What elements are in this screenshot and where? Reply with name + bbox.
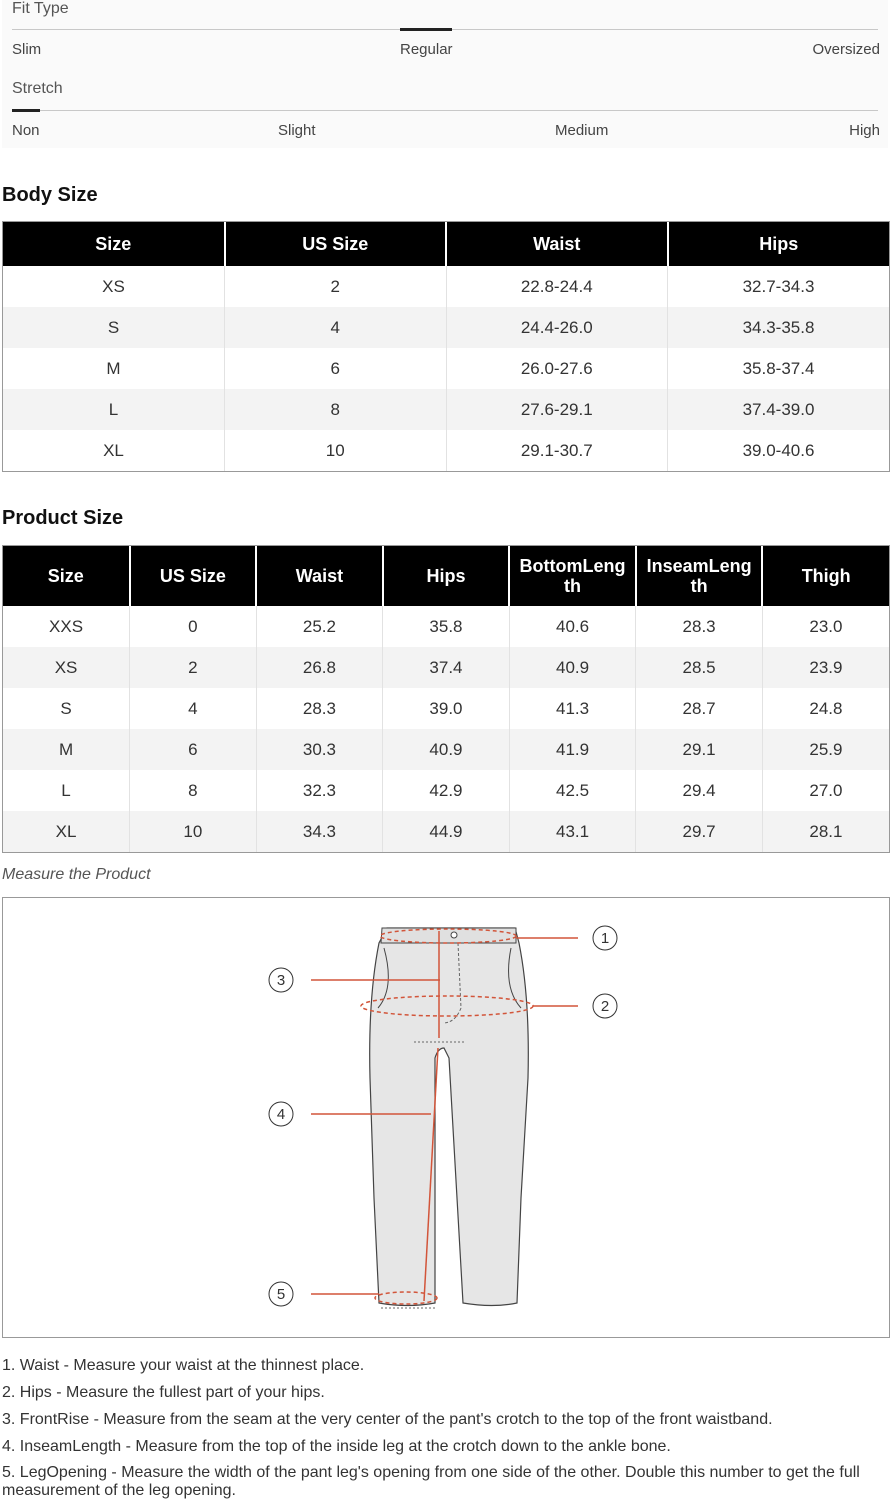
table-cell: XXS	[49, 616, 84, 636]
column-header: Thigh	[762, 546, 889, 606]
fit-option-oversized: Oversized	[812, 41, 880, 58]
column-header: Size	[3, 546, 130, 606]
button-icon	[451, 932, 457, 938]
table-row	[3, 606, 889, 647]
table-cell: L	[61, 780, 71, 800]
table-row	[3, 389, 889, 430]
column-header: Hips	[383, 546, 510, 606]
stretch-track	[12, 110, 878, 111]
table-cell: 29.1-30.7	[446, 430, 668, 471]
table-cell: L	[3, 389, 225, 430]
table-cell: 23.9	[762, 647, 889, 688]
fit-type-title: Fit Type	[12, 0, 69, 17]
product-size-title: Product Size	[2, 507, 124, 529]
fit-option-regular: Regular	[400, 41, 453, 58]
table-cell: 28.7	[636, 688, 763, 729]
table-cell: 37.4-39.0	[668, 389, 890, 430]
marker-2	[593, 994, 617, 1018]
table-header-row	[3, 546, 889, 606]
table-cell: 0	[130, 606, 257, 647]
marker-1	[593, 926, 617, 950]
table-cell: 29.1	[636, 729, 763, 770]
product-size-table	[2, 545, 890, 853]
table-cell: 32.7-34.3	[668, 266, 890, 307]
table-cell: 42.5	[509, 770, 636, 811]
table-cell: 2	[130, 647, 257, 688]
column-header: US Size	[225, 222, 447, 266]
pants-illustration	[3, 898, 889, 1337]
table-cell: 25.9	[762, 729, 889, 770]
table-cell: 25.2	[256, 606, 383, 647]
stretch-option-slight: Slight	[278, 122, 316, 139]
pants-shape	[370, 928, 529, 1306]
marker-3-label: 3	[276, 972, 286, 989]
marker-5	[269, 1282, 293, 1306]
table-cell: 39.0	[383, 688, 510, 729]
table-cell: 40.9	[509, 647, 636, 688]
table-row	[3, 348, 889, 389]
table-cell: 41.3	[509, 688, 636, 729]
table-cell: 24.8	[762, 688, 889, 729]
table-cell: 35.8	[383, 606, 510, 647]
table-cell: 29.4	[636, 770, 763, 811]
measurement-notes	[2, 1352, 882, 1500]
table-cell: 35.8-37.4	[668, 348, 890, 389]
table-cell: 8	[225, 389, 447, 430]
note-hips: 2. Hips - Measure the fullest part of your hips.	[2, 1384, 325, 1401]
table-cell: 2	[225, 266, 447, 307]
table-row	[3, 688, 889, 729]
table-cell: M	[106, 358, 121, 378]
table-cell: S	[3, 307, 225, 348]
table-cell: XS	[3, 647, 130, 688]
stretch-title: Stretch	[12, 80, 63, 97]
column-header: Waist	[256, 546, 383, 606]
table-row	[3, 307, 889, 348]
fit-option-slim: Slim	[12, 41, 42, 58]
table-cell: 4	[225, 307, 447, 348]
table-cell: 41.9	[509, 729, 636, 770]
table-row	[3, 430, 889, 471]
table-cell: 27.0	[762, 770, 889, 811]
table-cell: 43.1	[509, 811, 636, 852]
marker-5-label: 5	[276, 1286, 286, 1303]
table-row	[3, 729, 889, 770]
table-cell: 34.3	[256, 811, 383, 852]
table-cell: 30.3	[256, 729, 383, 770]
marker-3	[269, 968, 293, 992]
table-cell: 23.0	[762, 606, 889, 647]
table-cell: 10	[225, 430, 447, 471]
table-cell: 22.8-24.4	[446, 266, 668, 307]
table-cell: 39.0-40.6	[668, 430, 890, 471]
body-size-table	[2, 221, 890, 472]
table-cell: 6	[225, 348, 447, 389]
table-row	[3, 770, 889, 811]
marker-4	[269, 1102, 293, 1126]
table-cell: XL	[103, 440, 124, 460]
stretch-option-medium: Medium	[555, 122, 609, 139]
table-cell: 28.3	[256, 688, 383, 729]
table-cell: 26.0-27.6	[446, 348, 668, 389]
table-cell: S	[60, 698, 72, 718]
table-cell: 32.3	[256, 770, 383, 811]
column-header: Size	[3, 222, 225, 266]
table-cell: 40.6	[509, 606, 636, 647]
fit-type-selected-marker	[400, 28, 452, 31]
column-header: BottomLength	[509, 546, 636, 606]
marker-2-label: 2	[600, 998, 610, 1015]
table-header-row	[3, 222, 889, 266]
table-cell: 27.6-29.1	[446, 389, 668, 430]
stretch-scale	[2, 68, 888, 148]
table-cell: 4	[130, 688, 257, 729]
body-size-title: Body Size	[2, 184, 98, 206]
table-cell: 6	[130, 729, 257, 770]
column-header: Hips	[668, 222, 890, 266]
table-cell: 24.4-26.0	[446, 307, 668, 348]
table-cell: 37.4	[383, 647, 510, 688]
column-header: US Size	[130, 546, 257, 606]
note-front-rise: 3. FrontRise - Measure from the seam at the very center of the pant's crotch to the top of the front waistband.	[2, 1411, 773, 1428]
column-header: Waist	[446, 222, 668, 266]
table-row	[3, 266, 889, 307]
table-cell: 26.8	[256, 647, 383, 688]
table-cell: 40.9	[383, 729, 510, 770]
measure-caption: Measure the Product	[2, 866, 151, 883]
table-row	[3, 811, 889, 852]
stretch-option-non: Non	[12, 122, 40, 139]
table-cell: 28.3	[636, 606, 763, 647]
note-waist: 1. Waist - Measure your waist at the thinnest place.	[2, 1357, 365, 1374]
note-leg-opening: 5. LegOpening - Measure the width of the pant leg's opening from one side of the other. Double this number to get the full measurement of the leg opening.	[2, 1464, 860, 1499]
table-row	[3, 647, 889, 688]
table-cell: 29.7	[636, 811, 763, 852]
table-cell: M	[3, 729, 130, 770]
table-cell: 10	[130, 811, 257, 852]
table-cell: XS	[102, 276, 125, 296]
measurement-diagram	[2, 897, 890, 1338]
fit-type-scale	[2, 0, 888, 68]
marker-4-label: 4	[276, 1106, 286, 1123]
column-header: InseamLength	[636, 546, 763, 606]
table-cell: 8	[130, 770, 257, 811]
marker-1-label: 1	[600, 930, 610, 947]
table-cell: 34.3-35.8	[668, 307, 890, 348]
stretch-selected-marker	[12, 109, 40, 112]
table-cell: 42.9	[383, 770, 510, 811]
note-inseam: 4. InseamLength - Measure from the top of the inside leg at the crotch down to the ankle bone.	[2, 1438, 671, 1455]
table-cell: XL	[3, 811, 130, 852]
table-cell: 28.5	[636, 647, 763, 688]
table-cell: 28.1	[762, 811, 889, 852]
table-cell: 44.9	[383, 811, 510, 852]
stretch-option-high: High	[849, 122, 880, 139]
